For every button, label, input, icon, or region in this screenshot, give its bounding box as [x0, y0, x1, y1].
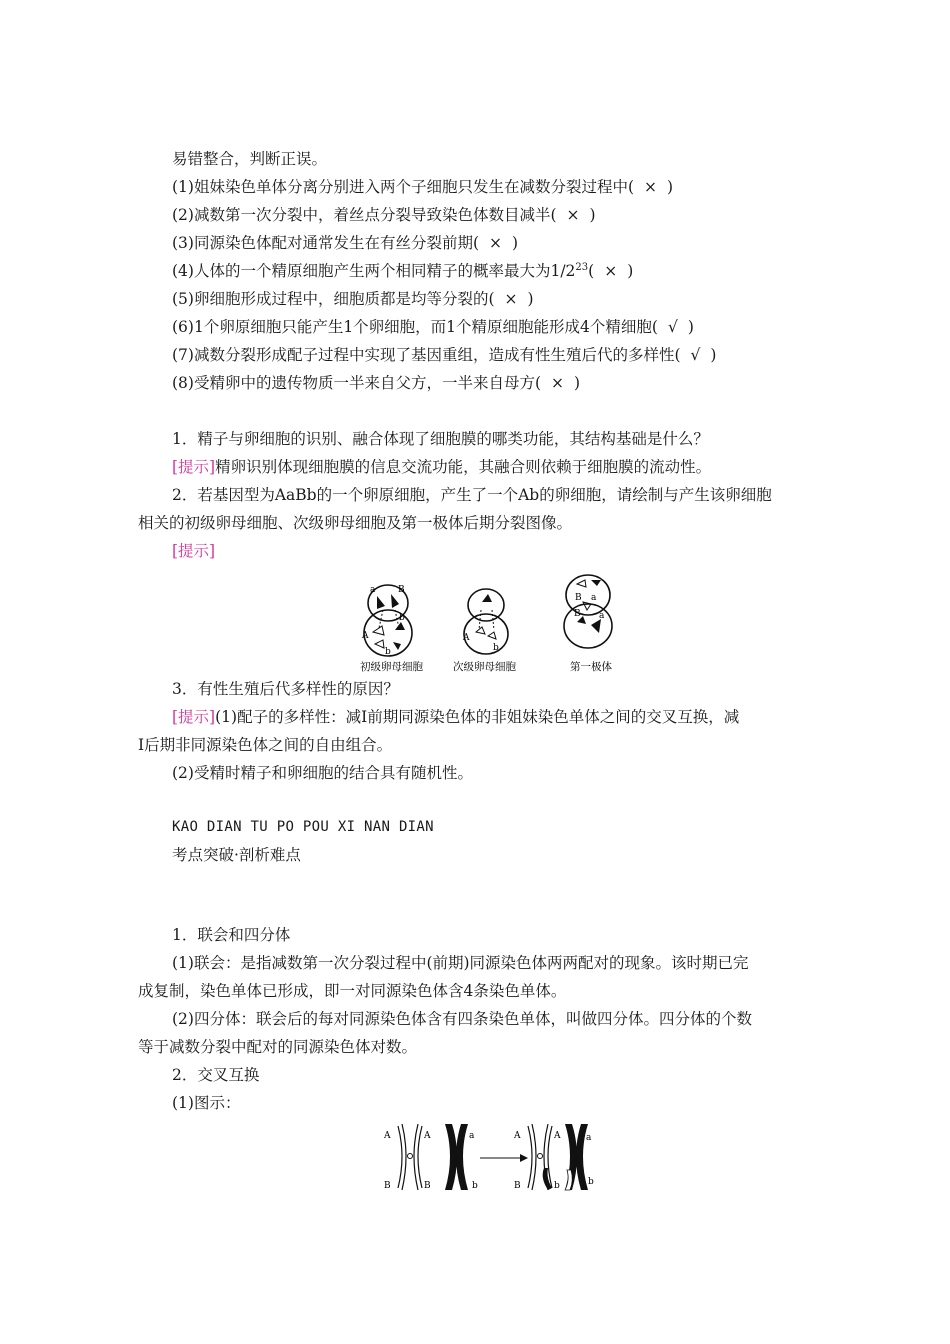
question-2-line-2: 相关的初级卵母细胞、次级卵母细胞及第一极体后期分裂图像。 — [138, 514, 573, 532]
cell-division-figure — [355, 570, 645, 675]
judge-mark: √ — [667, 318, 678, 336]
gene-label: A — [554, 1131, 561, 1141]
judge-mark: × — [604, 262, 618, 280]
gene-label: b — [588, 1177, 594, 1187]
question-3-tip-line-1: [提示](1)配子的多样性：减Ⅰ前期同源染色体的非姐妹染色单体之间的交叉互换，减 — [172, 708, 740, 726]
figure-label-polar: 第一极体 — [570, 661, 612, 673]
judge-mark: × — [644, 178, 658, 196]
gene-label: A — [424, 1131, 431, 1141]
arrow-head-icon — [520, 1154, 528, 1162]
judge-mark: × — [489, 234, 503, 252]
gene-label: A — [514, 1131, 521, 1141]
gene-label: b — [385, 647, 391, 657]
gene-label: a — [370, 585, 376, 595]
content-p2-line-2: 等于减数分裂中配对的同源染色体对数。 — [138, 1038, 418, 1056]
gene-label: B — [424, 1181, 431, 1191]
gene-label: b — [493, 643, 499, 653]
content-p1-line-1: (1)联会：是指减数第一次分裂过程中(前期)同源染色体两两配对的现象。该时期已完 — [172, 954, 749, 972]
content-p2-line-1: (2)四分体：联会后的每对同源染色体含有四条染色单体，叫做四分体。四分体的个数 — [172, 1010, 752, 1028]
gene-label: A — [362, 631, 369, 641]
question-1-tip: [提示]精卵识别体现细胞膜的信息交流功能，其融合则依赖于细胞膜的流动性。 — [172, 458, 712, 476]
gene-label: A — [463, 633, 470, 643]
gene-label: b — [472, 1181, 478, 1191]
question-3: 3．有性生殖后代多样性的原因？ — [172, 680, 399, 698]
review-item-6: (6)1个卵原细胞只能产生1个卵细胞，而1个精原细胞能形成4个精细胞( √ ) — [172, 318, 694, 336]
gene-label: B — [514, 1181, 521, 1191]
figure-label-primary: 初级卵母细胞 — [360, 661, 423, 673]
tip-label: [提示] — [172, 458, 216, 476]
review-item-4: (4)人体的一个精原细胞产生两个相同精子的概率最大为$1/2^{23}$( × ) — [172, 261, 634, 280]
content-p1-line-2: 成复制，染色单体已形成，即一对同源染色体含4条染色单体。 — [138, 982, 567, 1000]
judge-mark: × — [566, 206, 580, 224]
gene-label: B — [398, 585, 405, 595]
review-item-8: (8)受精卵中的遗传物质一半来自父方，一半来自母方( × ) — [172, 374, 581, 392]
question-3-tip-line-3: (2)受精时精子和卵细胞的结合具有随机性。 — [172, 764, 473, 782]
section-pinyin: KAO DIAN TU PO POU XI NAN DIAN — [172, 819, 434, 835]
primary-oocyte-cell — [361, 585, 412, 657]
content-heading-2: 2．交叉互换 — [172, 1066, 260, 1084]
crossing-over-figure — [380, 1118, 600, 1198]
gene-label: a — [599, 611, 605, 621]
gene-label: b — [399, 613, 405, 623]
content-p3: (1)图示： — [172, 1094, 241, 1112]
review-item-2: (2)减数第一次分裂中，着丝点分裂导致染色体数目减半( × ) — [172, 206, 596, 224]
question-2-line-1: 2．若基因型为AaBb的一个卵原细胞，产生了一个Ab的卵细胞，请绘制与产生该卵细胞 — [172, 486, 772, 504]
gene-label: B — [384, 1181, 391, 1191]
gene-label: B — [574, 609, 581, 619]
review-heading: 易错整合，判断正误。 — [172, 150, 328, 168]
review-item-5: (5)卵细胞形成过程中，细胞质都是均等分裂的( × ) — [172, 290, 534, 308]
first-polar-body-cell — [564, 575, 612, 648]
gene-label: a — [591, 593, 597, 603]
review-item-7: (7)减数分裂形成配子过程中实现了基因重组，造成有性生殖后代的多样性( √ ) — [172, 346, 717, 364]
judge-mark: √ — [690, 346, 701, 364]
tip-label: [提示] — [172, 708, 216, 726]
chromosome-pair-before — [383, 1124, 478, 1191]
gene-label: a — [586, 1133, 592, 1143]
gene-label: A — [384, 1131, 391, 1141]
section-title: 考点突破·剖析难点 — [172, 846, 301, 864]
figure-label-secondary: 次级卵母细胞 — [453, 661, 516, 673]
gene-label: B — [575, 593, 582, 603]
question-2-tip — [172, 540, 215, 562]
review-item-1: (1)姐妹染色单体分离分别进入两个子细胞只发生在减数分裂过程中( × ) — [172, 178, 674, 196]
gene-label: a — [469, 1131, 475, 1141]
judge-mark: × — [551, 374, 565, 392]
review-item-3: (3)同源染色体配对通常发生在有丝分裂前期( × ) — [172, 234, 519, 252]
content-heading-1: 1．联会和四分体 — [172, 926, 291, 944]
gene-label: b — [554, 1181, 560, 1191]
secondary-oocyte-cell — [462, 589, 508, 654]
judge-mark: × — [504, 290, 518, 308]
question-3-tip-line-2: Ⅰ后期非同源染色体之间的自由组合。 — [138, 736, 393, 754]
tip-label: [提示] — [172, 542, 216, 560]
question-1: 1．精子与卵细胞的识别、融合体现了细胞膜的哪类功能，其结构基础是什么？ — [172, 430, 709, 448]
